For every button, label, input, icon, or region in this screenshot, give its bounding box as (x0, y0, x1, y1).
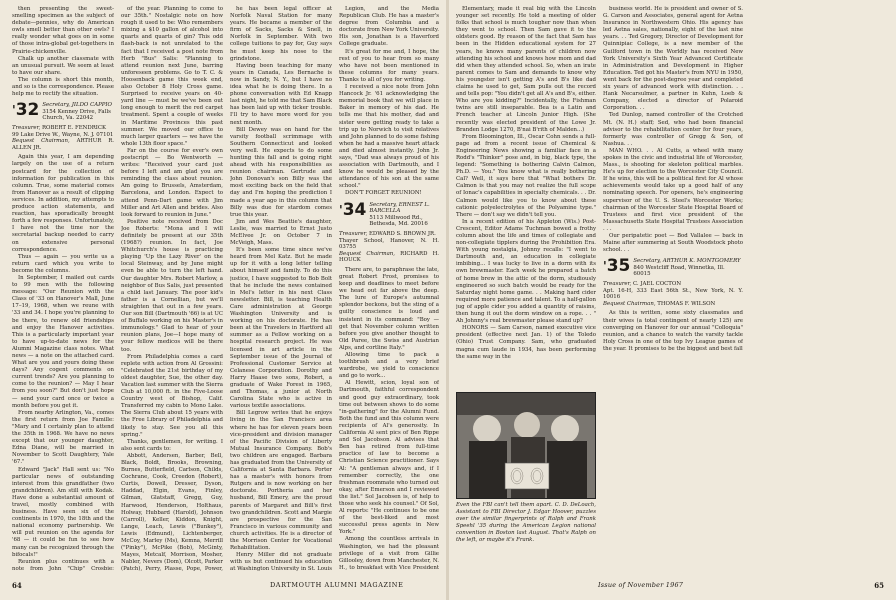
class-header-35 (603, 258, 743, 278)
col-l2-text (121, 6, 223, 572)
col-l1-text (12, 6, 114, 98)
fingerprint-photo-image (457, 393, 595, 498)
class-officers: Secretary, ARTHUR K. MONTGOMERY 840 Westcliff Road, Winnetka, Ill. 60015 (633, 258, 741, 278)
paragraph: Al Hewitt, scion, loyal son of Dartmouth, faithful correspondent and good guy extraordinary, took time out between shows to do some "in-gathering" for the Alumni Fund. Both the fund and this column were recipients of Al's generosity. In California Al sent pics of Ben Rippe and Sol Jacobson. Al advises that Ben has retired from full-time practice of law to become a Christian Science practitioner. Says Al: "A gentleman always and, if I remember correctly, the one freshman roommate who turned out okay, after Emerson and I reviewed the list." Sol Jacobsen is, of help to those who seek his counsel." Of Sol, Al reports: "He continues to be one of the best-liked and most successful press agents in New York." (339, 380, 439, 536)
paragraph: Having been teaching for many years in Canada, Les Bernache is now in Sandy, N. Y., but I have no idea what he is doing there. In a phone conversation with Ed Knapp last night, he told me that Sam Black has been laid up with ticker trouble. I'll try to have more word for you next month. (230, 62, 332, 126)
paragraph: Reunion plus continues with a note from John "Chip" Crosbie: (12, 558, 114, 572)
paragraph: Chalk up another classmate with an unusual pursuit. We seem at least to have our share. (12, 55, 114, 76)
paragraph: The column is short this month, and so is the correspondence. Please help me to rectify the situation. (12, 76, 114, 98)
paragraph: Thanks, gentlemen, for writing. I also sent cards to: (121, 438, 223, 452)
paragraph: he has been legal officer at Norfolk Naval Station for many years. He became a member of the firm of Sacks, Sacks & Snell, in Norfolk in September. With two college tuitions to pay for, Guy says he must keep his nose to the grindstone. (230, 6, 332, 62)
class-officers: Secretary, ERNEST L. BARCELLA 5113 Millwood Rd., Bethesda, Md. 20016 (369, 201, 430, 228)
class-number: '35 (603, 256, 631, 277)
paragraph: business world. He is president and owner of S. G. Carson and Associates, general agent for Aetna Insurance in Northwestern Ohio. His agency has led Aetna sales, nationally, eight of the last nine years. . . Ted Gregory, Director of Development for Quinnipiac College, is a new member of the Guilford town in the Worldly has received New York University's Sixth Year Advanced Certificate in Administration and Development in Higher Education. Ted got his Master's from NYU in 1950, went back for the post-degree year and completed six years of advanced work with distinction. . . Hank Necarsulmer, a partner in Kuhn, Loeb & Company, elected a director of Polaroid Corporation. . . (603, 6, 743, 112)
paragraph: Allowing time to pack a toothbrush and a very brief wardrobe, we yield to conscience and go to work... (339, 352, 439, 380)
page-number-right: 65 (874, 581, 884, 590)
paragraph: It's great for me and, I hope, the rest of you to hear from so many who have not been mentioned in these columns for many years. Thanks to all of you for writing. (339, 48, 439, 83)
col-r2-text (603, 6, 743, 254)
column-left-4 (339, 6, 439, 572)
paragraph: Legion, and the Media Republican Club. He has a master's degree from Columbia and a doctorate from New York University. His son, Jonathan is a Haverford College graduate. (339, 6, 439, 48)
paragraph: I received a nice note from John Hancock Jr. '61 acknowledging the memorial book that we will place in Baker in memory of his dad. He tells me that his mother, dad and sister were getting ready to take a trip up to Norwich to visit relatives and John planned to do some fishing when he had a massive heart attack and died almost instantly. John Jr. says, "Dad was always proud of his association with Dartmouth, and I know he would be pleased by the attendance of his son at the same school." (339, 84, 439, 190)
class-header-34 (339, 199, 439, 228)
col-l3-text (230, 6, 332, 572)
paragraph: of the year. Planning to come to our 35th." Nostalgic note on how rough it used to be: Who remembers mixing a $10 gallon of alcohol into quarts and quarts of gin? This odd flash-back is not unrelated to the fact that I received a post note from Herb "Bus" Salis: "Planning to attend reunion next June, barring unforeseen problems. Go to T. C. & Hoosenback game this week end, also October 8 Holy Cross game. Surprised to receive years on 40-yard line — must be we've been out long enough to merit the red carpet treatment. Spent a couple of weeks in Maritime Provinces this past summer. We moved our office to much larger quarters — we have the whole 13th floor space." (121, 6, 223, 147)
paragraph: From Philadelphia comes a card replete with action from Al Grossini: "Celebrated the 21st birthday of my oldest daughter, Sue, the other day. Vacation last summer with the Sierra Club at 10,000 ft. in the Five-Loose Country west of Bishop, Calif. Transferred my cabin to Mono Lake. The Sierra Club about 15 years with the Free Library of Philadelphia and likely to stay. See you all this spring." (121, 353, 223, 438)
class-number: '32 (12, 100, 40, 121)
class-number: '34 (339, 199, 367, 220)
paragraph: From nearby Arlington, Va., comes the first return from Joe Famille: "Mary and I certainly plan to attend the 35th in 1968. We have no news except that our younger daughter, Edna Diane, will be married in November to Scott Daughtery, Yale '67." (12, 409, 114, 466)
class-treasurer: Treasurer, ROBERT E. FENDRICK 99 Lake Drive W., Wayne, N. J. 07101 Bequest Chairman, ARTHUR R. ALLEN JR. (12, 125, 114, 151)
paragraph: Our peripatetic poet — Bod Vallalee — back in Maine after summering at South Woodstock photo school. . . (603, 233, 743, 254)
paragraph: Elementary, made it real big with the Lincoln younger set recently. He told a meeting of older folks that school is much tougher now than when they went to school. Then Sam gave it to the oldsters good. By reason of the fact that Sam has been in the Hidden educational system for 27 years, he knows many parents of children now attending his school and knows how mom and dad did when they attended school. So, when an irate parent comes to Sam and demands to know why his youngster isn't getting A's and B's like dad claims he used to get, Sam pulls out the record and tells pop: "You didn't get all A's and B's, either. Who are you kidding?" Incidentally, the Fishman twins are still inseparable. Bea is a Latin and French teacher at Lincoln Junior High. (She recently was elected president of the Lowe Jr. Branden Lodge 1270, B'nai B'rith of Malden...) (456, 6, 596, 133)
photo-feature (456, 392, 596, 577)
page-number-left: 64 (12, 581, 22, 590)
paragraph: Far on the course for ever's own postscript — Bo Wentworth — writes: "Received your card just before I left and am glad you are reminding the class about reunion. Am going to Brussels, Amsterdam, Barcelona, and London. Expect to attend Penn-Dart game with Jim Miller and Art Allen and brides. Also look forward to reunion in June." (121, 147, 223, 218)
paragraph: Bill Dewey was on hand for the varsity football scrimmage with Southern Connecticut and looked very well. He expects to do some hunting this fall and is going right ahead with his responsibilities as reunion chairman. Gertrude and John Donovan's son Billy was the most exciting back on the field that day and I'm hoping the prediction I made a year ago in this column that Billy was due for stardom comes true this year. (230, 126, 332, 218)
paragraph: Bill Legrow writes that he enjoys living in the San Francisco area where he has for eleven years been vice-president and division manager of the Pacific Division of Liberty Mutual Insurance Company. Bob's two children are engaged. Barbara has graduated from the University of California at Santa Barbara. Porter has a master's with honors from Rutgers and is now working on her doctorate. Portheria and her husband, Bill Emery, are the proud parents of Margaret and Bill's first two grandchildren. Scott and Margie are prospective for the San Francisco in various community and church activities. He is a director of the Morrison Center for Vocational Rehabilitation. (230, 410, 332, 552)
paragraph: Jim and Wes Beattie's daughter, Leslie, was married to Ernst Justo McElvee Jr. on October 7 in McVeigh, Mass. (230, 218, 332, 247)
class-treasurer: Treasurer, C. JAEL COCTON Apt. 16-H, 333 East 56th St., New York, N. Y. 10016 Bequest Chairman, THOMAS F. WILSON (603, 281, 743, 307)
paragraph: Thus — again — you write us a return card which you write to become the columns. (12, 253, 114, 274)
photo-caption: Even the FBI can't tell them apart. C. D. DeLoach, Assistant to FBI Director J. Edgar Hoover, puzzles over the similar fingerprints of Ralph and Frank Speehl '35 during the American Legion national convention in Boston last August. That's Ralph on the left, or maybe it's Frank. (456, 502, 596, 543)
paragraph: HONORS — Sam Carson, named executive vice president (effective next Jan. 1) of the Toledo (Ohio) Trust Company. Sam, who graduated magna cum laude in 1934, has been performing the same way in the (456, 325, 596, 360)
class-treasurer: Treasurer, EDWARD S. BROWN JR. Thayer School, Hanover, N. H. 03755 Bequest Chairman, RICHARD H. HOUCK (339, 230, 439, 264)
column-left-2 (121, 6, 223, 572)
paragraph: Ted Dunlop, named controller of the Crotched Mt. (N. H.) staff; Sed, who had been financial advisor to the rehabilitation center for four years, formerly was controller of Gregg & Son, of Nashua. . . (603, 112, 743, 147)
paragraph: MAN WHO. . . Al Cutts, a wheel with many spokes in the civic and industrial life of Worcester, Mass., is shooting for skeleton political marbles. He's up for election to the Worcester City Council. If he wins, this will be a political first for Al whose achievements would take up a good half of any nominating speech. For openers, he's engineering supervisor of the U. S. Steel's Worcester Works; chairman of the Worcester State Hospital Board of Trustees and first vice president of the Massachusetts State Hospital Trustees Association . . . (603, 147, 743, 232)
col-r2b-text (603, 310, 743, 353)
paragraph: then presenting the sweet-smelling specimen as the subject of debate—pennies, why do American owls smell better than other owls? I really wonder what goes on in some of those intra-global get-togethers in Prairie-chickenville. (12, 6, 114, 55)
paragraph: DON'T FORGET REUNION! (345, 190, 422, 197)
col-l4b-text (339, 267, 439, 572)
paragraph: It's been some time since we've heard from Mel Katz. But he made up for it with a long letter telling about himself and family. To do this justice, I have suggested to Bob Bolt that he include the news contained in Mel's letter in his next Class newsletter. Bill, is teaching Health Care administration at George Washington University and is working on his doctorate. He has been at the Travelers in Hartford all summer as a Fellow working on a hospital research project. He was licensed in art article in the September issue of the Journal of Professional Customer Service at Celanese Corporation. Dorothy and Harry Haase two sons, Robert, a graduate of Wake Forest in 1965, and Thomas, a junior at North Carolina State who is active in various textile associations. (230, 247, 332, 410)
paragraph: In September, I mailed out cards to 99 men with the following message: "Our Reunion with the Class of '33 on Hanover's Mall, June 17–19, 1968, when we reune with '33 and 34. I hope you're planning to be there, to renew old friendships and enjoy the Hanover activities. This is a particularly important year to have up-to-date news for the Alumni Magazine class notes. What news — a note on the attached card. What are you and yours doing these days? Any cogent comments on current trends? Are you planning to come to the reunion? — May I hear from you soon?" But don't just hope — send your card once or twice a month before you get it. (12, 274, 114, 409)
paragraph: Again this year, I am depending largely on the use of a return postcard for the collection of information for publication in this column. True, some material comes from Hanover as a result of clipping services. In addition, my attempts to produce action statements, and reaction, has sporadically brought forth a few responses. Unfortunately, I have not the time nor the secretarial backup needed to carry on extensive personal correspondence. (12, 154, 114, 253)
column-left-3 (230, 6, 332, 572)
photograph (456, 392, 596, 499)
class-header-32 (12, 102, 114, 122)
running-head-right: Issue of November 1967 (598, 581, 684, 589)
paragraph: Edward "Jack" Hall sent us: "No particular news of outstanding interest from this grandfather (two grandchildren). Am still with Kodak. Have done a substantial amount of travel, mostly combined with business. Have seen six of the continents in 1970, the 18th and the national economy partnership. We will put reunion on the agenda for '68 — it could be fun to see how many can be recognized through the bifocals!" (12, 466, 114, 558)
column-right-3 (750, 6, 890, 572)
paragraph: From Bloomington, Ill., Oscar Cohn sends a full-page ad from a recent issue of Chemical & Engineering News showing a familiar face in a Rodd's "Thinker" pose and, in big, black type, the legend: "Something is bothering Calvin Calmon, Ph.D. — You." You know what is really bothering Cal? Well, it says here that "What bothers Dr. Calmon is that you may not realize the full scope of Ionac's capabilities in specialty chemicals. . . Dr. Calmon would like you to know about these cationic polyelectrolytes of the Polyamine type." There — don't say we didn't tell you. (456, 133, 596, 218)
paragraph: In a recent edition of his Appleton (Wis.) Post-Crescent, Editor Adams Tuchman bowed a frothy column about the life and times of collegiate and non-collegiate tipplers during the Prohibition Era. With young nostalgia, Johnny recalls: "I went to Dartmouth and, an education in collegiate imbibing... I was lucky to live in a dorm with its own brewmaster. Each week he prepared a batch of home brew in the attic of the dorm, studiously engineered so such batch would be ready for the Saturday night home game. . . Making hard cider required more patience and talent. To a half-gallon jug of apple cider you added a quantity of raisins, then hung it out the dorm window on a rope. . . " Ah Johnny's real brewmaster please stand up? (456, 218, 596, 325)
paragraph: Henry Miller did not graduate with us but continued his education at Washington University in St. Louis (230, 552, 332, 572)
paragraph: As this is written, some sixty classmates and their wives (a total contingent of nearly 125) are converging on Hanover for our annual "Colloquia" reunion, and a chance to watch the varsity tackle Holy Cross in one of the top Ivy League games of the year. It promises to be the biggest and best fall (603, 310, 743, 352)
running-head-center: DARTMOUTH ALUMNI MAGAZINE (270, 581, 404, 589)
paragraph: Positive note received from Doc Joe Roberts: "Mona and I will definitely be present at our 35th (1968?) reunion. In fact, Joe Whitchurch's house is practicing playing 'Up the Lazy River' on the local Steinway, and by June might even be able to turn the left hand. Our daughter Mrs. Robert Marlow, a neighbor of Bus Salis, just presented a child last January. The poor kid's father is a Cornellian, but we'll straighten that out in a few years. Our son Bill (Dartmouth '66) is at UC of Buffalo working on his Master's in immunology." Glad to hear of your reunion plans, Joe—I hope many of your fellow medicos will be there too. (121, 218, 223, 353)
paragraph: Abbott, Andersen, Barber, Bell, Black, Boldt, Brooks, Browning, Burnes, Butterfield, Carlson, Childs, Cochrane, Cook, Creedon (Robert), Curtis, Dowell, Dresser, Dyson, Haddad, Elgin, Evans, Finley, Gilman, Glatstaff, Gregg, Guy, Harwood, Henderson, Holthaus, Holway, Hubbard (Harold), Johnson (Carroll), Keller, Kiddon, Knight, Lange, Leach, Lewis ("Bunkey"), Lewis (Edmund), Lichtenberger, McCoy, Marley (Ms), Kemna, Merrill ("Pinky"), McPike (Bob), McGinty, Mayes, Metcalf, Morrison, Mosher, Nabler, Nevers (Dom), Olcott, Parker (Patch), Perry, Plasse, Pope, Power, (121, 452, 223, 572)
col-l4-text (339, 6, 439, 198)
photo-block (603, 360, 743, 570)
col-r1-text (456, 6, 596, 361)
paragraph: Among the countless arrivals in Washington, we had the pleasant privilege of a visit from Gillie Gillooley, down from Manchester, N. H., to breakfast with Vice President (339, 536, 439, 571)
col-l1b-text (12, 154, 114, 572)
paragraph: There are, to paraphrase the late, great Robert Frost, promises to keep and deadlines to meet before we head out far above the deep. The lure of Europe's autumnal splendor beckons, but the sting of a guilty conscience is loud and insistent in its command: "Boy — get that November column written before you give another thought to Old Paree, the Swiss and Austrian Alps, and cortline Italy." (339, 266, 439, 351)
column-left-1 (12, 6, 114, 572)
class-officers: Secretary, JILDO CAPPIO 3154 Kenney Drive, Falls Church, Va. 22042 (42, 102, 112, 122)
